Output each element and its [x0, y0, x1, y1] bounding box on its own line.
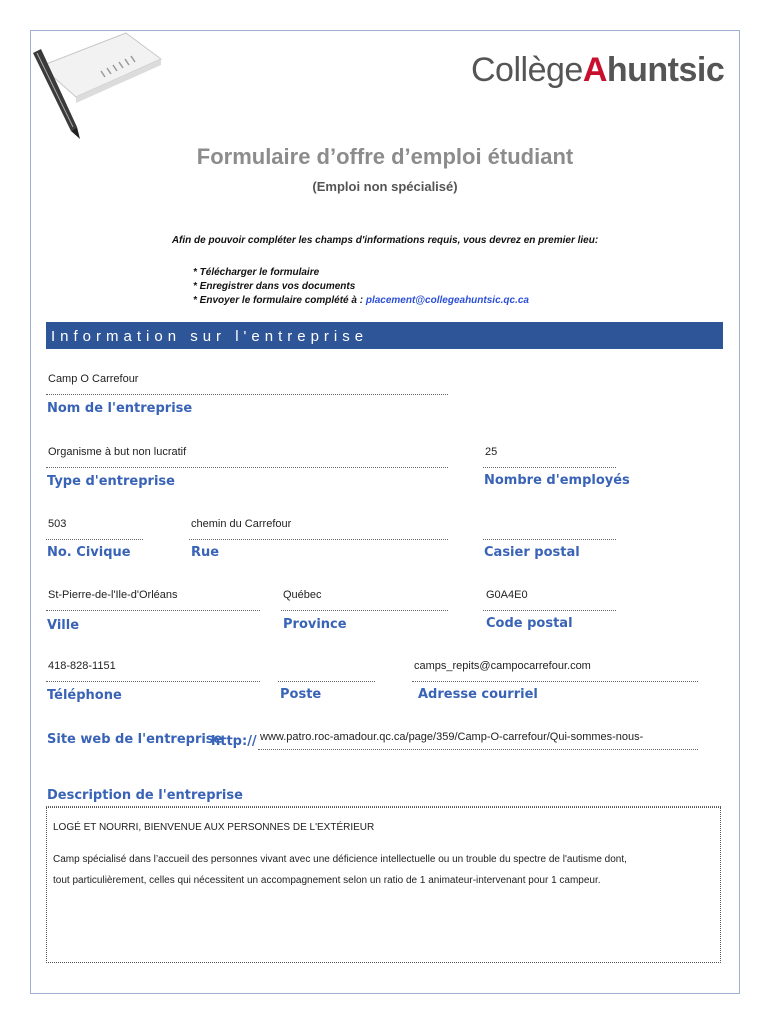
- form-page: [30, 30, 740, 994]
- civic-number-underline: [46, 539, 143, 540]
- city-field[interactable]: St-Pierre-de-l'Ile-d'Orléans: [48, 589, 178, 601]
- street-label: Rue: [191, 545, 220, 560]
- description-line: LOGÉ ET NOURRI, BIENVENUE AUX PERSONNES DE L'EXTÉRIEUR: [53, 822, 375, 833]
- company-type-label: Type d'entreprise: [47, 474, 175, 489]
- phone-label: Téléphone: [47, 688, 122, 703]
- city-underline: [46, 610, 260, 611]
- pen-notebook-illustration: [31, 31, 181, 141]
- description-textarea[interactable]: [46, 807, 721, 963]
- po-box-label: Casier postal: [484, 545, 580, 560]
- employees-underline: [483, 467, 616, 468]
- employees-field[interactable]: 25: [485, 446, 498, 458]
- section-header: [46, 322, 723, 349]
- extension-label: Poste: [280, 687, 322, 702]
- website-label: Site web de l'entreprise: [47, 732, 223, 747]
- description-label: Description de l'entreprise: [47, 788, 243, 803]
- website-field[interactable]: www.patro.roc-amadour.qc.ca/page/359/Camp-O-carrefour/Qui-sommes-nous-: [260, 731, 644, 743]
- phone-field[interactable]: 418-828-1151: [48, 660, 116, 672]
- website-underline: [258, 749, 698, 750]
- postal-code-field[interactable]: G0A4E0: [486, 589, 528, 601]
- instructions-text: Afin de pouvoir compléter les champs d'informations requis, vous devrez en premier lieu:: [171, 235, 599, 246]
- extension-underline: [278, 681, 375, 682]
- civic-number-label: No. Civique: [47, 545, 131, 560]
- street-underline: [189, 539, 448, 540]
- instruction-step-send: * Envoyer le formulaire complété à : placement@collegeahuntsic.qc.ca: [193, 295, 529, 306]
- street-field[interactable]: chemin du Carrefour: [191, 518, 292, 530]
- instruction-step-save: * Enregistrer dans vos documents: [193, 281, 356, 292]
- college-logo: CollègeAhuntsic: [471, 51, 725, 89]
- phone-underline: [46, 681, 260, 682]
- company-type-underline: [46, 467, 448, 468]
- po-box-underline: [483, 539, 616, 540]
- description-line: tout particulièrement, celles qui nécessitent un accompagnement selon un ratio de 1 animateur-intervenant pour 1 campeur.: [53, 875, 601, 886]
- email-underline: [412, 681, 698, 682]
- civic-number-field[interactable]: 503: [48, 518, 67, 530]
- email-label: Adresse courriel: [418, 687, 538, 702]
- website-prefix: http://: [211, 734, 257, 749]
- email-field[interactable]: camps_repits@campocarrefour.com: [414, 660, 591, 672]
- company-type-field[interactable]: Organisme à but non lucratif: [48, 446, 187, 458]
- province-field[interactable]: Québec: [283, 589, 322, 601]
- province-underline: [281, 610, 448, 611]
- company-name-label: Nom de l'entreprise: [47, 401, 193, 416]
- form-subtitle: (Emploi non spécialisé): [312, 179, 458, 194]
- company-name-underline: [46, 394, 448, 395]
- section-title: Information sur l'entreprise: [51, 328, 369, 345]
- city-label: Ville: [47, 618, 80, 633]
- company-name-field[interactable]: Camp O Carrefour: [48, 373, 139, 385]
- description-line: Camp spécialisé dans l’accueil des personnes vivant avec une déficience intellectuelle ou un trouble du spectre de l'autisme dont,: [53, 854, 627, 865]
- postal-code-underline: [483, 610, 616, 611]
- form-title: Formulaire d’offre d’emploi étudiant: [196, 144, 574, 169]
- province-label: Province: [283, 617, 347, 632]
- instruction-step-download: * Télécharger le formulaire: [193, 267, 320, 278]
- employees-label: Nombre d'employés: [484, 473, 630, 488]
- postal-code-label: Code postal: [486, 616, 573, 631]
- placement-email-link[interactable]: placement@collegeahuntsic.qc.ca: [365, 295, 529, 306]
